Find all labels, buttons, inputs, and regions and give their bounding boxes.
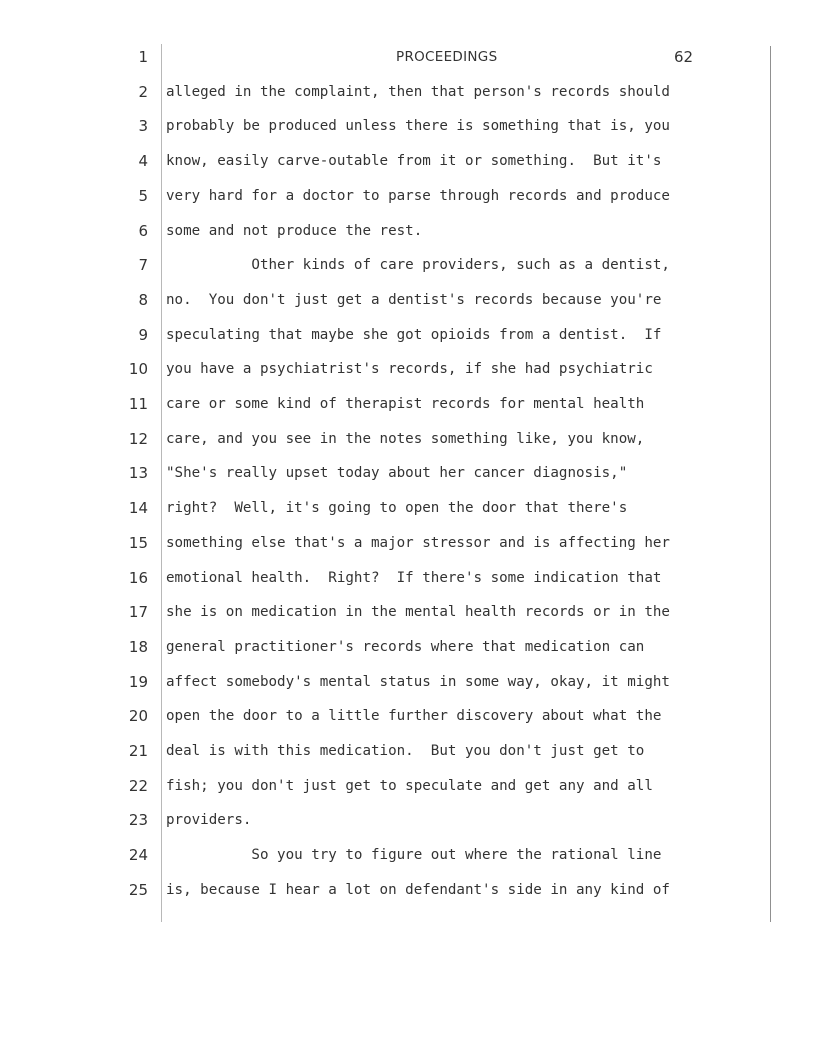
line-number: 6 [138,221,148,240]
transcript-line [0,291,816,326]
transcript-line [0,881,816,916]
line-text: alleged in the complaint, then that person's records should [166,83,670,100]
transcript-line [0,777,816,812]
line-text: care or some kind of therapist records for mental health [166,396,645,412]
line-number: 24 [128,846,148,865]
line-text: care, and you see in the notes something like, you know, [166,430,645,447]
line-number: 15 [128,533,148,552]
line-number: 23 [128,811,148,830]
line-text: general practitioner's records where that medication can [166,638,645,655]
transcript-line [0,846,816,881]
transcript-line [0,395,816,430]
line-number: 10 [128,360,148,379]
transcript-line [0,187,816,222]
transcript-line [0,811,816,846]
line-text: she is on medication in the mental health records or in the [166,604,670,621]
transcript-line [0,117,816,152]
line-number: 19 [128,672,148,691]
page-header-title: PROCEEDINGS [396,49,498,65]
transcript-line [0,534,816,569]
page-number: 62 [674,48,694,66]
line-number: 20 [128,707,148,726]
line-text: some and not produce the rest. [166,222,423,239]
transcript-line [0,83,816,118]
line-text: very hard for a doctor to parse through records and produce [166,187,670,204]
line-text: no. You don't just get a dentist's records because you're [166,291,662,308]
line-text: right? Well, it's going to open the door that there's [166,500,628,517]
transcript-line [0,638,816,673]
transcript-line [0,48,816,83]
line-text: "She's really upset today about her cancer diagnosis," [166,465,628,482]
line-text: speculating that maybe she got opioids from a dentist. If [166,326,662,343]
line-number: 25 [128,880,148,899]
transcript-line [0,152,816,187]
line-number: 18 [128,637,148,656]
transcript-line [0,464,816,499]
line-number: 1 [138,48,148,66]
transcript-line [0,360,816,395]
line-number: 13 [128,464,148,483]
line-number: 5 [138,186,148,205]
line-text: open the door to a little further discovery about what the [166,708,662,725]
line-number: 7 [138,256,148,275]
line-number: 22 [128,776,148,795]
transcript-line [0,499,816,534]
transcript-line [0,326,816,361]
line-text: So you try to figure out where the rational line [166,847,662,864]
line-number: 16 [128,568,148,587]
line-text: know, easily carve-outable from it or something. But it's [166,153,662,170]
line-text: deal is with this medication. But you don't just get to [166,743,645,759]
line-number: 8 [138,290,148,309]
line-text: providers. [166,812,252,829]
transcript-line [0,256,816,291]
line-number: 2 [138,82,148,101]
line-text: you have a psychiatrist's records, if she had psychiatric [166,361,653,378]
line-number: 11 [128,395,148,413]
transcript-line [0,673,816,708]
line-number: 21 [128,742,148,760]
line-number: 17 [128,603,148,622]
line-number: 9 [138,325,148,344]
line-text: Other kinds of care providers, such as a dentist, [166,257,670,274]
line-text: fish; you don't just get to speculate and get any and all [166,777,653,794]
line-text: probably be produced unless there is something that is, you [166,118,670,135]
line-number: 4 [138,152,148,171]
transcript-line [0,603,816,638]
line-text: something else that's a major stressor and is affecting her [166,534,670,551]
line-number: 3 [138,117,148,136]
transcript-line [0,430,816,465]
transcript-line [0,742,816,777]
transcript-line [0,569,816,604]
line-text: emotional health. Right? If there's some indication that [166,569,662,586]
line-number: 14 [128,499,148,518]
line-text: affect somebody's mental status in some way, okay, it might [166,673,670,690]
line-text: is, because I hear a lot on defendant's side in any kind of [166,881,670,898]
transcript-line [0,707,816,742]
transcript-line [0,222,816,257]
line-number: 12 [128,429,148,448]
